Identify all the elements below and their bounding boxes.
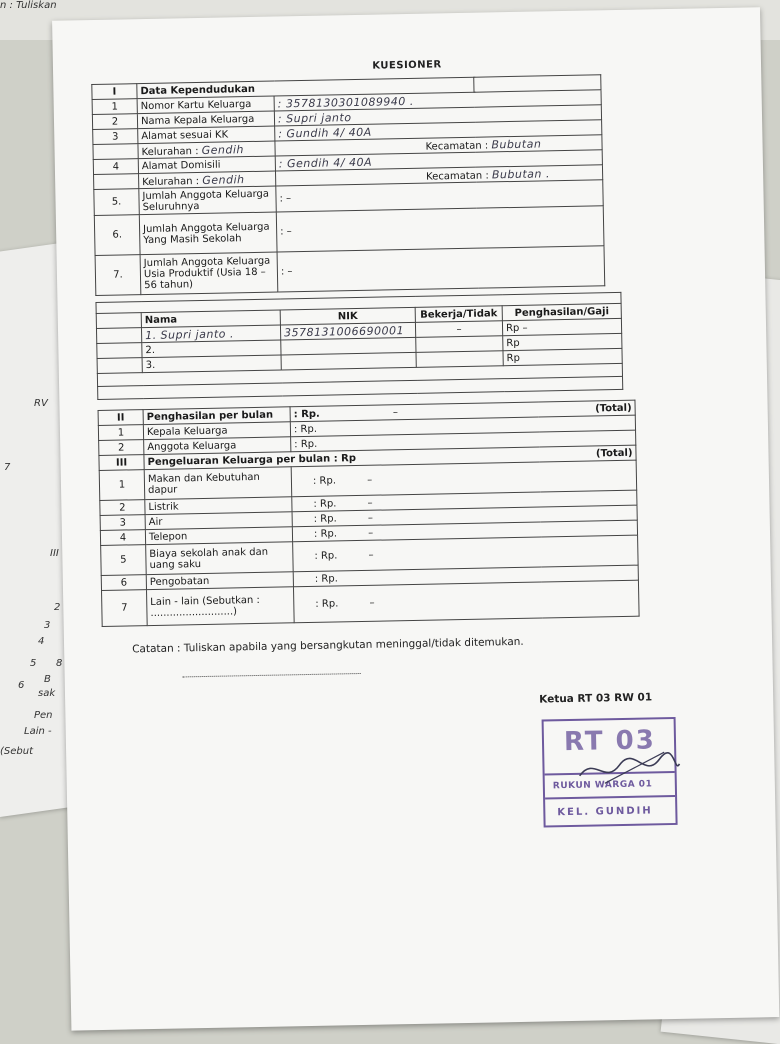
background-fragment-text: III xyxy=(50,548,59,559)
field-label: Kepala Keluarga xyxy=(143,422,290,440)
section-number: III xyxy=(99,455,144,471)
row-number: 1 xyxy=(92,99,137,115)
rp-label: : Rp. xyxy=(313,512,337,525)
kecamatan-label: Kecamatan : xyxy=(425,139,489,153)
field-label: Biaya sekolah anak dan uang saku xyxy=(146,542,294,575)
field-label: Nomor Kartu Keluarga xyxy=(137,96,274,114)
rp-value xyxy=(338,572,366,584)
field-label: Jumlah Anggota Keluarga Yang Masih Sekolah xyxy=(139,212,277,255)
rp-label: : Rp. xyxy=(312,475,337,487)
rp-value: – xyxy=(369,597,375,609)
row-number: 5. xyxy=(94,189,139,216)
kelurahan-value: Gendih xyxy=(202,172,245,187)
field-label: Listrik xyxy=(145,497,292,515)
kecamatan-value: Bubutan . xyxy=(491,166,551,181)
rp-label: : Rp. xyxy=(291,430,636,452)
background-fragment-text: B xyxy=(44,674,51,685)
field-label: Nama Kepala Keluarga xyxy=(137,111,274,129)
document-title: KUESIONER xyxy=(372,59,442,72)
row-number: 4 xyxy=(93,159,138,175)
rp-label: : Rp. xyxy=(314,550,338,562)
section-number: I xyxy=(92,84,137,100)
stamp-line-2: RUKUN WARGA 01 xyxy=(552,779,653,792)
row-number: 1 xyxy=(98,425,143,441)
section-2-3-table xyxy=(98,400,640,627)
background-fragment-text: 6 xyxy=(18,680,25,691)
row-number: 1 xyxy=(99,470,145,501)
background-fragment-text: 5 xyxy=(30,658,37,669)
background-fragment-text: sak xyxy=(38,688,56,699)
section-number: II xyxy=(98,410,143,426)
field-value: : Gundih 4/ 40A xyxy=(275,120,602,141)
rp-label: : Rp. xyxy=(293,408,320,420)
questionnaire-sheet xyxy=(52,7,779,1030)
field-label: Pengobatan xyxy=(146,572,293,590)
background-fragment-text: Pen xyxy=(34,710,53,721)
blank-cell xyxy=(93,144,138,160)
section-header: Penghasilan per bulan xyxy=(143,407,290,425)
member-income: Rp – xyxy=(502,318,621,335)
blank-cell xyxy=(97,358,142,374)
row-number: 2 xyxy=(92,114,137,130)
row-number: 2 xyxy=(100,500,145,516)
row-number: 7 xyxy=(102,590,148,627)
field-label: Jumlah Anggota Keluarga Seluruhnya xyxy=(139,186,276,215)
rp-label: : Rp. xyxy=(315,598,339,610)
field-label: Makan dan Kebutuhan dapur xyxy=(144,467,292,500)
field-label: Telepon xyxy=(145,527,292,545)
handwritten-signature xyxy=(574,744,685,796)
member-income: Rp xyxy=(503,333,622,350)
kelurahan-text: Kelurahan : xyxy=(142,175,200,188)
column-header: Bekerja/Tidak xyxy=(415,306,502,323)
member-name: 1. Supri janto . xyxy=(141,325,280,343)
kelurahan-text: Kelurahan : xyxy=(141,145,199,158)
stamp-line-3: KEL. GUNDIH xyxy=(557,805,653,819)
rp-value: – xyxy=(367,497,373,509)
field-value: : 3578130301089940 . xyxy=(274,90,601,111)
total-label: (Total) xyxy=(539,400,636,417)
column-header: NIK xyxy=(280,307,415,325)
column-header: Nama xyxy=(141,310,280,328)
note-underline xyxy=(183,673,361,677)
background-fragment-text: n : Tuliskan xyxy=(0,0,57,11)
signature-label: Ketua RT 03 RW 01 xyxy=(539,691,653,706)
field-label: Lain - lain (Sebutkan : ..........................) xyxy=(147,587,295,626)
rp-label: : Rp. xyxy=(313,497,337,510)
background-fragment-text: Lain - xyxy=(24,726,52,737)
row-number: 6. xyxy=(94,215,140,256)
field-label: Alamat Domisili xyxy=(138,156,275,174)
row-number: 3 xyxy=(93,129,138,145)
stamp-divider xyxy=(545,795,675,799)
note-text: Catatan : Tuliskan apabila yang bersangkutan meninggal/tidak ditemukan. xyxy=(132,635,524,656)
member-name: 3. xyxy=(142,355,281,373)
section-1-table xyxy=(91,74,605,296)
member-income: Rp xyxy=(503,348,622,365)
background-fragment-text: 8 xyxy=(56,658,63,669)
blank-cell xyxy=(96,328,141,344)
rp-label: : Rp. xyxy=(314,572,338,585)
row-number: 2 xyxy=(99,440,144,456)
section-header: Pengeluaran Keluarga per bulan : Rp xyxy=(144,447,540,470)
rp-value: – xyxy=(367,512,373,524)
background-fragment-text: 3 xyxy=(44,620,51,631)
members-table xyxy=(95,292,623,400)
rp-value: – xyxy=(368,549,374,561)
field-value: : – xyxy=(277,246,605,292)
rp-value: – xyxy=(392,406,399,418)
background-fragment-text: 7 xyxy=(4,462,11,473)
rp-cell xyxy=(293,580,639,623)
member-name: 2. xyxy=(142,340,281,358)
row-number: 5 xyxy=(101,545,147,576)
row-number: 6 xyxy=(101,575,146,591)
field-label: Anggota Keluarga xyxy=(144,437,291,455)
column-header: Penghasilan/Gaji xyxy=(502,303,621,320)
field-label: Alamat sesuai KK xyxy=(138,126,275,144)
rp-value: – xyxy=(367,474,373,486)
row-number: 7. xyxy=(95,255,141,296)
member-employment: – xyxy=(415,321,502,338)
stamp-line-1: RT 03 xyxy=(563,725,657,758)
field-value: : – xyxy=(276,206,604,252)
background-fragment-text: RV xyxy=(34,398,48,409)
rp-label: : Rp. xyxy=(290,415,635,437)
blank-cell xyxy=(97,343,142,359)
kelurahan-value: Gendih xyxy=(201,142,245,157)
row-number: 4 xyxy=(100,530,145,546)
rp-value: – xyxy=(368,527,374,539)
section-header: Data Kependudukan xyxy=(137,77,474,98)
background-fragment-text: 2 xyxy=(54,602,61,613)
kecamatan-value: Bubutan xyxy=(491,136,542,151)
field-value: : Supri janto xyxy=(274,105,601,126)
rp-label: : Rp. xyxy=(313,527,338,540)
field-value: : Gendih 4/ 40A xyxy=(275,150,602,171)
row-number: 3 xyxy=(100,515,145,531)
field-label: Air xyxy=(145,512,292,530)
field-label: Jumlah Anggota Keluarga Usia Produktif (Usia 18 – 56 tahun) xyxy=(140,252,278,295)
background-fragment-text: 4 xyxy=(38,636,45,647)
member-employment xyxy=(416,351,503,368)
member-nik: 3578131006690001 xyxy=(280,322,415,340)
field-value: : – xyxy=(276,180,603,212)
member-employment xyxy=(416,336,503,353)
blank-cell xyxy=(96,313,141,329)
background-fragment-text: (Sebut xyxy=(0,746,34,757)
blank-cell xyxy=(94,174,139,190)
total-label: (Total) xyxy=(539,445,636,462)
kecamatan-label: Kecamatan : xyxy=(426,169,489,183)
